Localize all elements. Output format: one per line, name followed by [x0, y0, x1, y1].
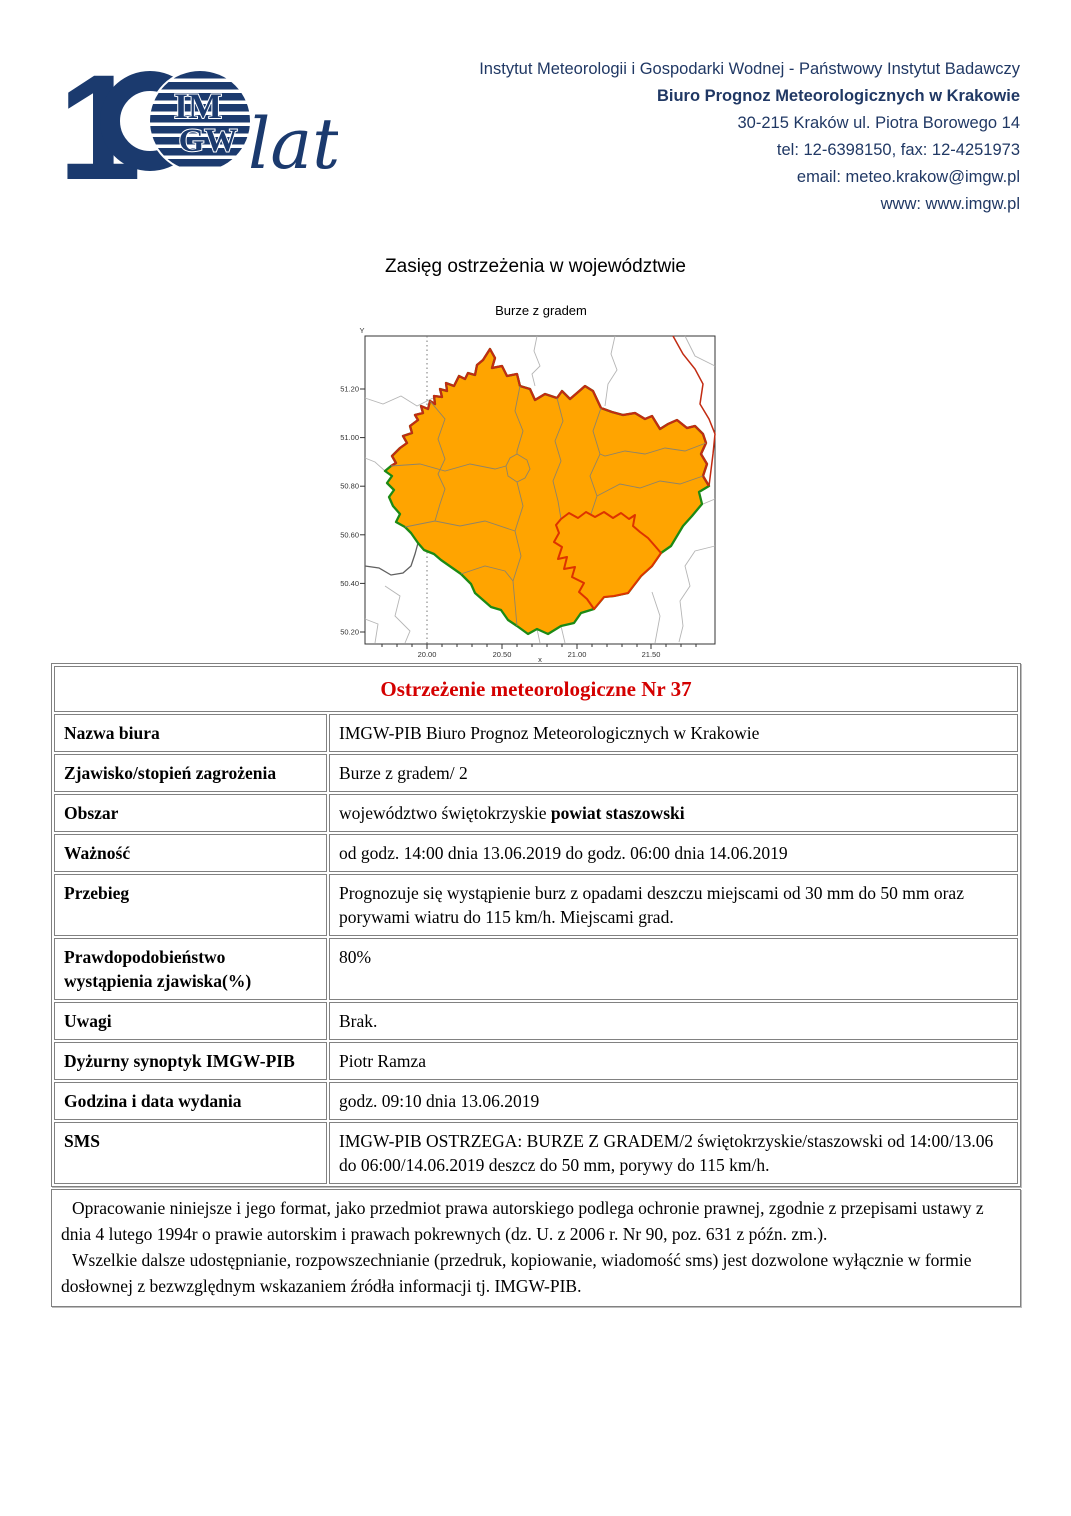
x-axis-label: x: [538, 655, 542, 662]
row-label-sms: SMS: [54, 1122, 327, 1184]
row-value-nazwa-biura: IMGW-PIB Biuro Prognoz Meteorologicznych w Krakowie: [329, 714, 1018, 752]
x-tick-label: 20.00: [417, 650, 437, 659]
org-email-line: email: meteo.krakow@imgw.pl: [796, 168, 1020, 186]
map-title: Burze z gradem: [495, 303, 587, 318]
row-value-przebieg: Prognozuje się wystąpienie burz z opadami deszczu miejscami od 30 mm do 50 mm oraz porywami wiatru do 115 km/h. Miejscami grad.: [329, 874, 1018, 936]
org-www-line: www: www.imgw.pl: [880, 195, 1020, 213]
table-row: [54, 1122, 1018, 1184]
row-value-waznosc: od godz. 14:00 dnia 13.06.2019 do godz. 06:00 dnia 14.06.2019: [329, 834, 1018, 872]
warning-table: [51, 663, 1021, 1187]
x-tick-label: 20.50: [492, 650, 512, 659]
row-value-uwagi: Brak.: [329, 1002, 1018, 1040]
logo-lat-text: lat: [248, 103, 338, 185]
row-value-synoptyk: Piotr Ramza: [329, 1042, 1018, 1080]
section-title: Zasięg ostrzeżenia w województwie: [385, 256, 686, 277]
y-tick-label: 50.40: [340, 578, 359, 588]
row-label-nazwa-biura: Nazwa biura: [54, 714, 327, 752]
row-label-obszar: Obszar: [54, 794, 327, 832]
row-label-prawdopodobienstwo: Prawdopodobieństwo wystąpienia zjawiska(%): [54, 938, 327, 1000]
row-value-obszar: [329, 794, 1018, 832]
row-value-zjawisko: Burze z gradem/ 2: [329, 754, 1018, 792]
copyright-paragraph-1: Opracowanie niniejsze i jego format, jako przedmiot prawa autorskiego podlega ochronie prawnej, zgodnie z przepisami ustawy z dnia 4 lutego 1994r o prawie autorskim i prawach pokrewnych (dz. U. z 2006 r. Nr 90, poz. 631 z późn. zm.).: [61, 1198, 984, 1244]
warning-extent-map: [330, 324, 722, 662]
logo-im-text: IM: [174, 86, 222, 126]
table-row: [54, 714, 1018, 752]
y-tick-label: 51.20: [340, 384, 359, 394]
table-title-row: [54, 666, 1018, 712]
row-label-waznosc: Ważność: [54, 834, 327, 872]
y-tick-label: 51.00: [340, 433, 359, 443]
copyright-paragraph-2: Wszelkie dalsze udostępnianie, rozpowszechnianie (przedruk, kopiowanie, wiadomość sms) jest dozwolone wyłącznie w formie dosłownej z bezwzględnym wskazaniem źródła informacji tj. IMGW-PIB.: [61, 1250, 972, 1296]
row-label-przebieg: Przebieg: [54, 874, 327, 936]
table-row: [54, 1042, 1018, 1080]
warning-document-block: [51, 663, 1021, 1307]
table-row: [54, 1082, 1018, 1120]
row-value-godzina-wydania: godz. 09:10 dnia 13.06.2019: [329, 1082, 1018, 1120]
row-value-sms: IMGW-PIB OSTRZEGA: BURZE Z GRADEM/2 świętokrzyskie/staszowski od 14:00/13.06 do 06:00/14.06.2019 deszcz do 50 mm, porywy do 115 km/h.: [329, 1122, 1018, 1184]
imgw-100-lat-logo: [58, 60, 338, 192]
row-label-zjawisko: Zjawisko/stopień zagrożenia: [54, 754, 327, 792]
org-institute-line: Instytut Meteorologii i Gospodarki Wodnej - Państwowy Instytut Badawczy: [479, 60, 1020, 78]
table-row: [54, 834, 1018, 872]
copyright-notice: [51, 1189, 1021, 1307]
y-axis-label: Y: [359, 326, 365, 335]
logo-gw-text: GW: [178, 123, 238, 159]
warning-extent-map-figure: [330, 303, 722, 662]
table-row: [54, 754, 1018, 792]
organisation-header: [479, 56, 1020, 218]
x-tick-label: 21.50: [641, 650, 661, 659]
table-row: [54, 794, 1018, 832]
x-tick-label: 21.00: [567, 650, 587, 659]
obszar-powiat: powiat staszowski: [550, 803, 685, 823]
logo-digit-1: 1: [58, 60, 142, 192]
warning-title: Ostrzeżenie meteorologiczne Nr 37: [54, 666, 1018, 712]
row-label-uwagi: Uwagi: [54, 1002, 327, 1040]
table-row: [54, 874, 1018, 936]
table-row: [54, 938, 1018, 1000]
row-label-synoptyk: Dyżurny synoptyk IMGW-PIB: [54, 1042, 327, 1080]
y-tick-label: 50.60: [340, 530, 359, 540]
table-row: [54, 1002, 1018, 1040]
row-value-prawdopodobienstwo: 80%: [329, 938, 1018, 1000]
org-bureau-line: Biuro Prognoz Meteorologicznych w Krakowie: [656, 87, 1020, 105]
org-phone-line: tel: 12-6398150, fax: 12-4251973: [776, 141, 1020, 159]
org-address-line: 30-215 Kraków ul. Piotra Borowego 14: [737, 114, 1020, 132]
imgw-logo-graphic: [58, 60, 338, 192]
y-tick-label: 50.20: [340, 627, 359, 637]
obszar-voivodeship: województwo świętokrzyskie: [339, 803, 547, 823]
row-label-godzina-wydania: Godzina i data wydania: [54, 1082, 327, 1120]
y-tick-label: 50.80: [340, 481, 359, 491]
